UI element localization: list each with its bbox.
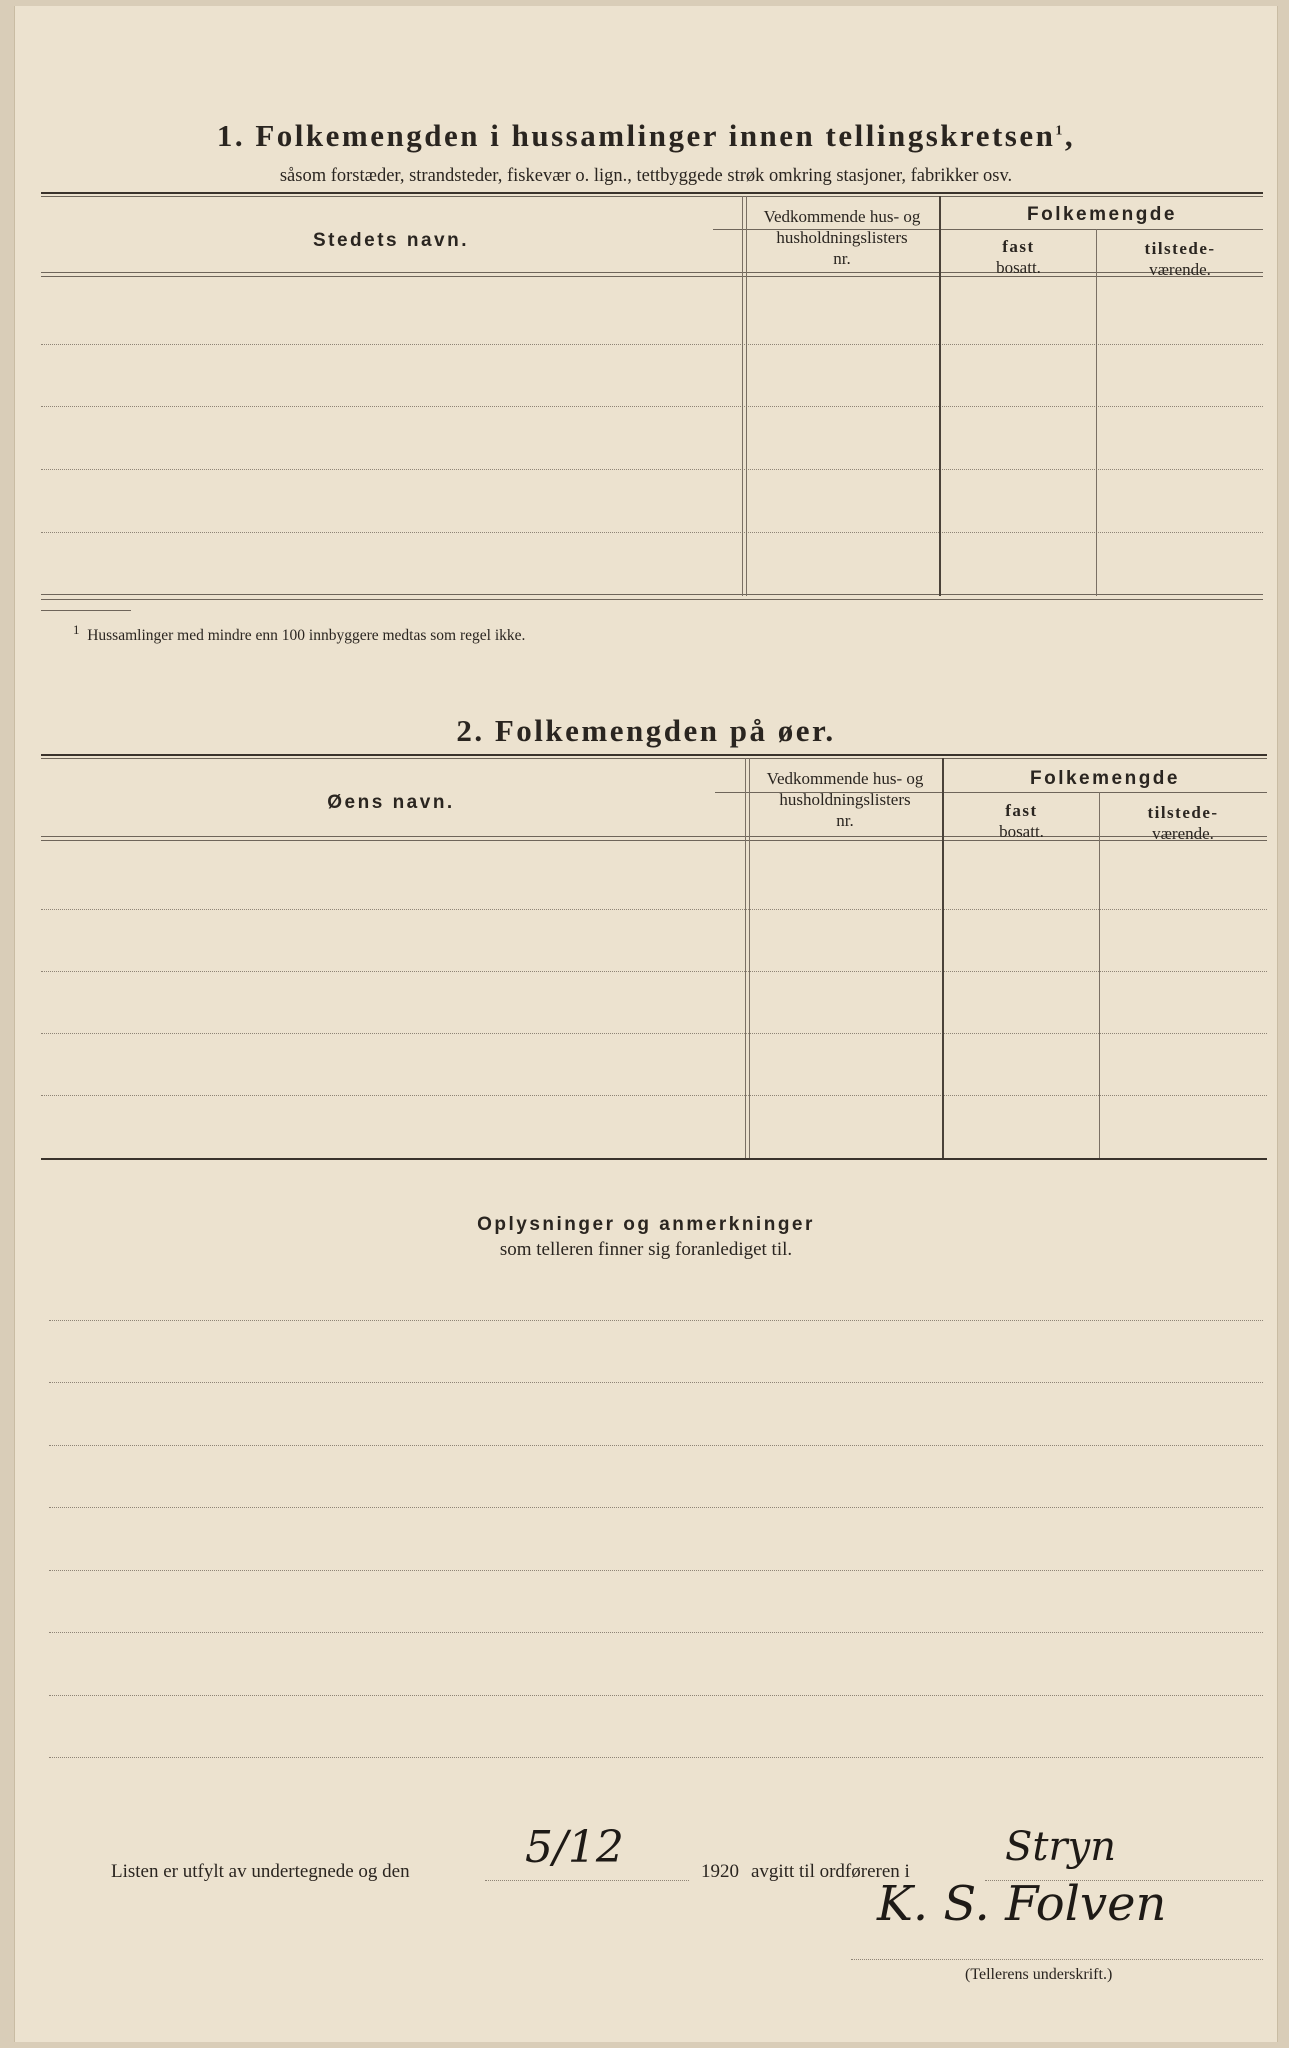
col-folkemengde-2: Folkemengde [1030, 768, 1180, 789]
signature-caption: (Tellerens underskrift.) [965, 1966, 1113, 1983]
section2-title: 2. Folkemengden på øer. [456, 713, 836, 748]
table-row [41, 406, 1263, 407]
col-fast-bosatt: fast bosatt. [996, 237, 1041, 277]
col-oens-navn: Øens navn. [327, 792, 455, 813]
table-row [41, 909, 1267, 910]
table-row [41, 469, 1263, 470]
census-form-page [14, 6, 1278, 2042]
signature-year: 1920 [701, 1861, 739, 1882]
table-row [41, 532, 1263, 533]
table-row [41, 971, 1267, 972]
signature-prefix: Listen er utfylt av undertegnede og den [111, 1861, 410, 1882]
section1-subtitle: såsom forstæder, strandsteder, fiskevær o. lign., tettbyggede strøk omkring stasjoner, fabrikker osv. [279, 166, 1013, 186]
col-list-numbers: Vedkommende hus- og husholdningslisters nr. [763, 207, 921, 268]
col-tilstede-2: tilstede- værende. [1147, 803, 1219, 843]
col-folkemengde: Folkemengde [1027, 204, 1177, 225]
section1-title: 1. Folkemengden i hussamlinger innen tellingskretsen$^1$, [216, 118, 1076, 153]
table-row [41, 344, 1263, 345]
table-row [41, 1095, 1267, 1096]
handwritten-date: 5/12 [525, 1822, 624, 1873]
col-list-numbers-2: Vedkommende hus- og husholdningslisters nr. [766, 769, 924, 830]
handwritten-signature: K. S. Folven [877, 1876, 1167, 1932]
col-fast-bosatt-2: fast bosatt. [999, 801, 1044, 841]
remarks-title: Oplysninger og anmerkninger [477, 1214, 815, 1235]
col-tilstede: tilstede- værende. [1144, 239, 1216, 279]
col-stedets-navn: Stedets navn. [312, 230, 470, 251]
signature-middle: avgitt til ordføreren i [751, 1861, 910, 1882]
handwritten-place: Stryn [1005, 1824, 1116, 1870]
remarks-subtitle: som telleren finner sig foranlediget til. [499, 1239, 793, 1260]
footnote: $^1$ Hussamlinger med mindre enn 100 innbyggere medtas som regel ikke. [73, 622, 526, 645]
table-row [41, 1033, 1267, 1034]
